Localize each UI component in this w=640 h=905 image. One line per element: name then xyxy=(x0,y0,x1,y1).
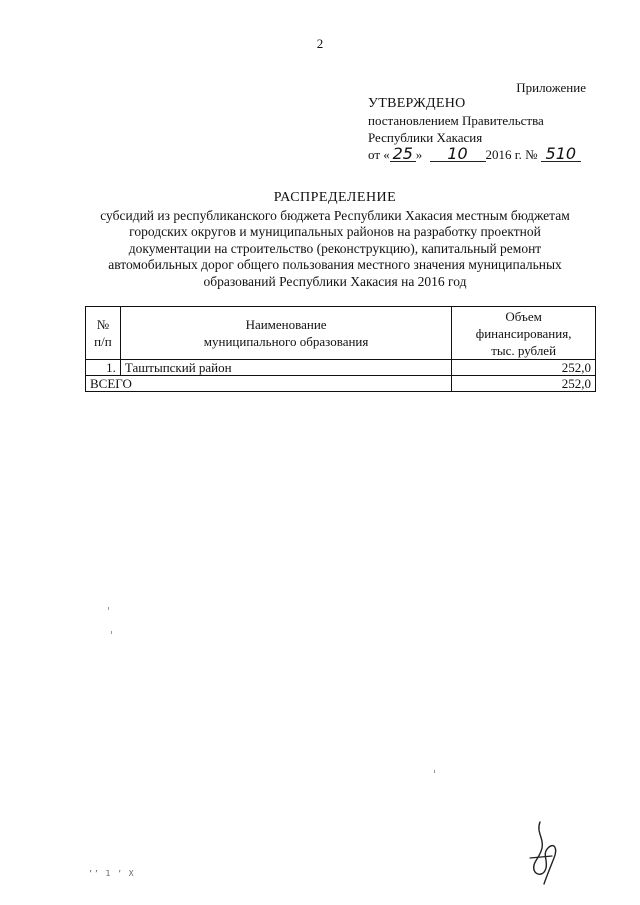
total-label: ВСЕГО xyxy=(86,376,452,392)
approval-line-2: Республики Хакасия xyxy=(368,130,483,145)
table-header-row xyxy=(86,307,596,360)
handwritten-month: 10 xyxy=(430,147,486,162)
scan-speck xyxy=(108,607,109,610)
title-line-1: субсидий из республиканского бюджета Республики Хакасия местным бюджетам xyxy=(100,207,570,223)
document-heading: РАСПРЕДЕЛЕНИЕ xyxy=(273,190,397,205)
row-amount: 252,0 xyxy=(452,360,596,376)
date-quote-close: » xyxy=(415,147,423,162)
scan-speck xyxy=(111,631,112,634)
subsidy-table xyxy=(85,306,596,392)
total-amount: 252,0 xyxy=(452,376,596,392)
row-num: 1. xyxy=(86,360,121,376)
title-line-2: городских округов и муниципальных районов на разработку проектной xyxy=(129,224,541,239)
page-number: 2 xyxy=(316,36,324,51)
title-line-4: автомобильных дорог общего пользования местного значения муниципальных xyxy=(108,257,562,272)
total-row xyxy=(86,376,596,392)
signature xyxy=(522,818,572,888)
document-title-block xyxy=(70,190,600,290)
approved-label: УТВЕРЖДЕНО xyxy=(368,96,466,111)
appendix-label: Приложение xyxy=(516,80,586,95)
handwritten-decree-number: 510 xyxy=(541,147,581,162)
header-amount: Объем финансирования, тыс. рублей xyxy=(452,307,596,360)
row-name: Таштыпский район xyxy=(120,360,451,376)
title-line-3: документации на строительство (реконструкцию), капитальный ремонт xyxy=(128,240,542,256)
approval-block xyxy=(368,95,581,163)
date-year: 2016 г. № xyxy=(485,147,538,162)
approval-line-1: постановлением Правительства xyxy=(368,113,544,128)
approval-date-line xyxy=(368,146,581,163)
scan-stamp: ’’ 1 ’ Х xyxy=(88,869,135,878)
title-line-5: образований Республики Хакасия на 2016 год xyxy=(203,273,467,289)
date-prefix: от « xyxy=(368,147,390,162)
handwritten-day: 25 xyxy=(390,147,416,162)
table-row xyxy=(86,360,596,376)
header-num: № п/п xyxy=(86,307,121,360)
header-name: Наименование муниципального образования xyxy=(120,307,451,360)
scan-speck xyxy=(434,770,435,773)
